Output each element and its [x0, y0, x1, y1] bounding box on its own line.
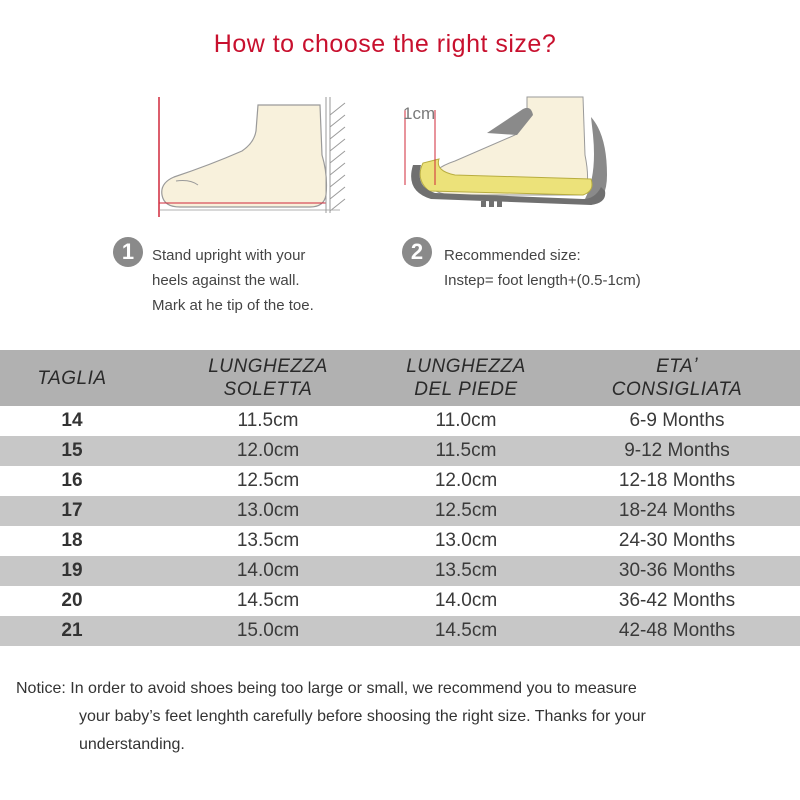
- step-2-number: 2: [402, 237, 432, 267]
- insole-length-cell: 11.5cm: [237, 410, 299, 431]
- table-row: [0, 466, 800, 496]
- foot-length-cell: 13.0cm: [434, 530, 498, 551]
- table-row: [0, 406, 800, 436]
- insole-length-cell: 14.5cm: [236, 590, 300, 611]
- foot-length-cell: 12.0cm: [434, 470, 498, 491]
- insole-length-cell: 12.5cm: [236, 470, 300, 491]
- foot-length-cell: 11.0cm: [435, 410, 497, 431]
- notice-label: Notice:: [16, 680, 66, 697]
- table-body: [0, 406, 800, 646]
- foot-length-cell: 12.5cm: [434, 500, 498, 521]
- column-header-size: TAGLIA: [37, 367, 107, 389]
- foot-shape: [162, 105, 327, 207]
- foot-length-cell: 14.5cm: [434, 620, 498, 641]
- age-cell: 9-12 Months: [624, 440, 730, 461]
- size-cell: 21: [61, 620, 83, 641]
- table-header: [0, 350, 800, 406]
- step-2-text: [444, 243, 641, 293]
- insole-length-cell: 14.0cm: [236, 560, 300, 581]
- step-1-line: Mark at he tip of the toe.: [152, 297, 314, 314]
- notice-text: Notice: In order to avoid shoes being too large or small, we recommend you to measure your baby’s feet lenghth carefully before shoosing the right size. Thanks for your understanding.: [16, 675, 786, 759]
- insole-length-cell: 12.0cm: [236, 440, 300, 461]
- foot-in-shoe-illustration: [395, 95, 615, 220]
- age-cell: 42-48 Months: [618, 620, 736, 641]
- column-header-recommended-age: ETAʼ CONSIGLIATA: [611, 356, 743, 400]
- insole-length-cell: 13.0cm: [236, 500, 300, 521]
- foot-length-cell: 14.0cm: [434, 590, 498, 611]
- age-cell: 36-42 Months: [618, 590, 736, 611]
- one-cm-label: 1cm: [403, 104, 436, 123]
- size-cell: 19: [61, 560, 83, 581]
- age-cell: 24-30 Months: [618, 530, 736, 551]
- insole-length-cell: 13.5cm: [236, 530, 300, 551]
- size-cell: 15: [61, 440, 83, 461]
- step-1-line: heels against the wall.: [152, 272, 300, 289]
- size-cell: 16: [61, 470, 83, 491]
- insole-length-cell: 15.0cm: [236, 620, 300, 641]
- step-1-line: Stand upright with your: [152, 247, 306, 264]
- page-title: How to choose the right size?: [213, 30, 557, 58]
- table-row: [0, 586, 800, 616]
- table-row: [0, 436, 800, 466]
- table-row: [0, 496, 800, 526]
- table-row: [0, 556, 800, 586]
- size-cell: 14: [61, 410, 83, 431]
- step-2-line: Recommended size:: [444, 247, 581, 264]
- step-2-line: Instep= foot length+(0.5-1cm): [444, 272, 641, 289]
- age-cell: 6-9 Months: [629, 410, 725, 431]
- table-row: [0, 526, 800, 556]
- wall-hatch: [330, 97, 345, 213]
- column-header-foot-length: LUNGHEZZA DEL PIEDE: [406, 356, 526, 400]
- foot-length-cell: 13.5cm: [434, 560, 498, 581]
- size-cell: 17: [61, 500, 83, 521]
- size-cell: 18: [61, 530, 83, 551]
- column-header-insole-length: LUNGHEZZA SOLETTA: [208, 356, 328, 400]
- foot-against-wall-illustration: [150, 95, 355, 225]
- size-cell: 20: [61, 590, 83, 611]
- table-row: [0, 616, 800, 646]
- size-table: [0, 350, 800, 646]
- age-cell: 30-36 Months: [618, 560, 736, 581]
- foot-length-cell: 11.5cm: [435, 440, 497, 461]
- step-1-text: [152, 243, 314, 318]
- age-cell: 18-24 Months: [618, 500, 736, 521]
- age-cell: 12-18 Months: [618, 470, 736, 491]
- step-1-number: 1: [113, 237, 143, 267]
